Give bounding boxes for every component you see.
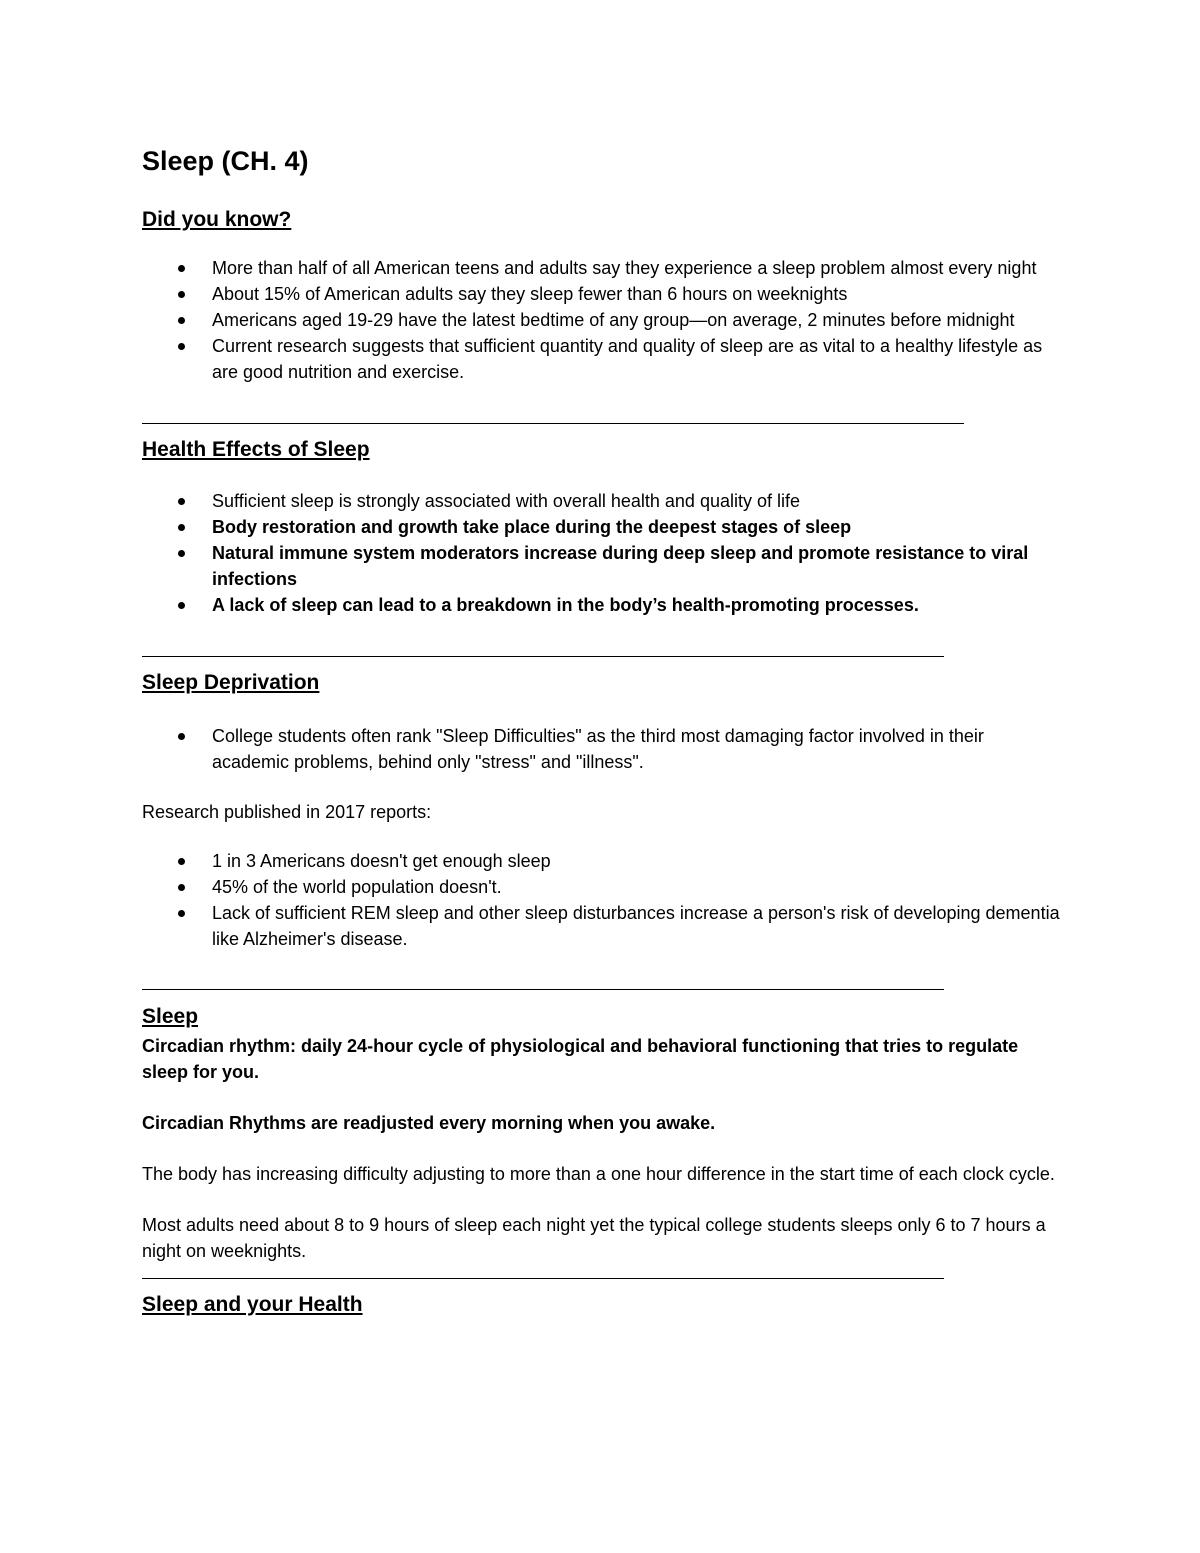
circadian-readjust: Circadian Rhythms are readjusted every morning when you awake. (142, 1113, 716, 1133)
list-item: Natural immune system moderators increase during deep sleep and promote resistance to viral infections (142, 540, 1062, 592)
list-item: About 15% of American adults say they sleep fewer than 6 hours on weeknights (142, 281, 1062, 307)
horizontal-divider (142, 423, 964, 424)
document-page (142, 140, 1062, 1319)
sleep-and-health-heading: Sleep and your Health (142, 1293, 363, 1316)
horizontal-divider (142, 1278, 944, 1279)
list-item: Current research suggests that sufficient quantity and quality of sleep are as vital to a healthy lifestyle as are good nutrition and exercise. (142, 333, 1062, 385)
did-you-know-heading: Did you know? (142, 208, 292, 231)
bullet-icon (178, 858, 185, 865)
bullet-icon (178, 550, 185, 557)
bullet-icon (178, 733, 185, 740)
health-effects-heading: Health Effects of Sleep (142, 438, 370, 461)
list-item: Sufficient sleep is strongly associated with overall health and quality of life (142, 488, 1062, 514)
list-item: More than half of all American teens and adults say they experience a sleep problem almost every night (142, 255, 1062, 281)
list-item: 1 in 3 Americans doesn't get enough sleep (142, 848, 1062, 874)
bullet-icon (178, 602, 185, 609)
bullet-icon (178, 524, 185, 531)
sleep-deprivation-heading: Sleep Deprivation (142, 671, 320, 694)
sleep-deprivation-list (142, 723, 1062, 775)
bullet-icon (178, 317, 185, 324)
list-item: Lack of sufficient REM sleep and other sleep disturbances increase a person's risk of developing dementia like Alzheimer's disease. (142, 900, 1062, 952)
bullet-icon (178, 291, 185, 298)
adjust-difficulty: The body has increasing difficulty adjusting to more than a one hour difference in the start time of each clock cycle. (142, 1164, 1055, 1184)
circadian-definition: Circadian rhythm: daily 24-hour cycle of physiological and behavioral functioning that tries to regulate sleep for you. (142, 1036, 1019, 1082)
sleep-heading: Sleep (142, 1005, 199, 1028)
document-title: Sleep (CH. 4) (142, 146, 309, 176)
list-item: 45% of the world population doesn't. (142, 874, 1062, 900)
list-item: A lack of sleep can lead to a breakdown in the body’s health-promoting processes. (142, 592, 1062, 618)
bullet-icon (178, 498, 185, 505)
did-you-know-list (142, 255, 1062, 385)
research-intro: Research published in 2017 reports: (142, 802, 432, 822)
health-effects-list (142, 488, 1062, 618)
list-item: College students often rank "Sleep Difficulties" as the third most damaging factor involved in their academic problems, behind only "stress" and "illness". (142, 723, 1062, 775)
list-item: Body restoration and growth take place during the deepest stages of sleep (142, 514, 1062, 540)
bullet-icon (178, 910, 185, 917)
bullet-icon (178, 265, 185, 272)
horizontal-divider (142, 656, 944, 657)
list-item: Americans aged 19-29 have the latest bedtime of any group—on average, 2 minutes before midnight (142, 307, 1062, 333)
hours-needed: Most adults need about 8 to 9 hours of sleep each night yet the typical college students sleeps only 6 to 7 hours a night on weeknights. (142, 1215, 1046, 1261)
horizontal-divider (142, 989, 944, 990)
bullet-icon (178, 343, 185, 350)
bullet-icon (178, 884, 185, 891)
research-list (142, 848, 1062, 952)
